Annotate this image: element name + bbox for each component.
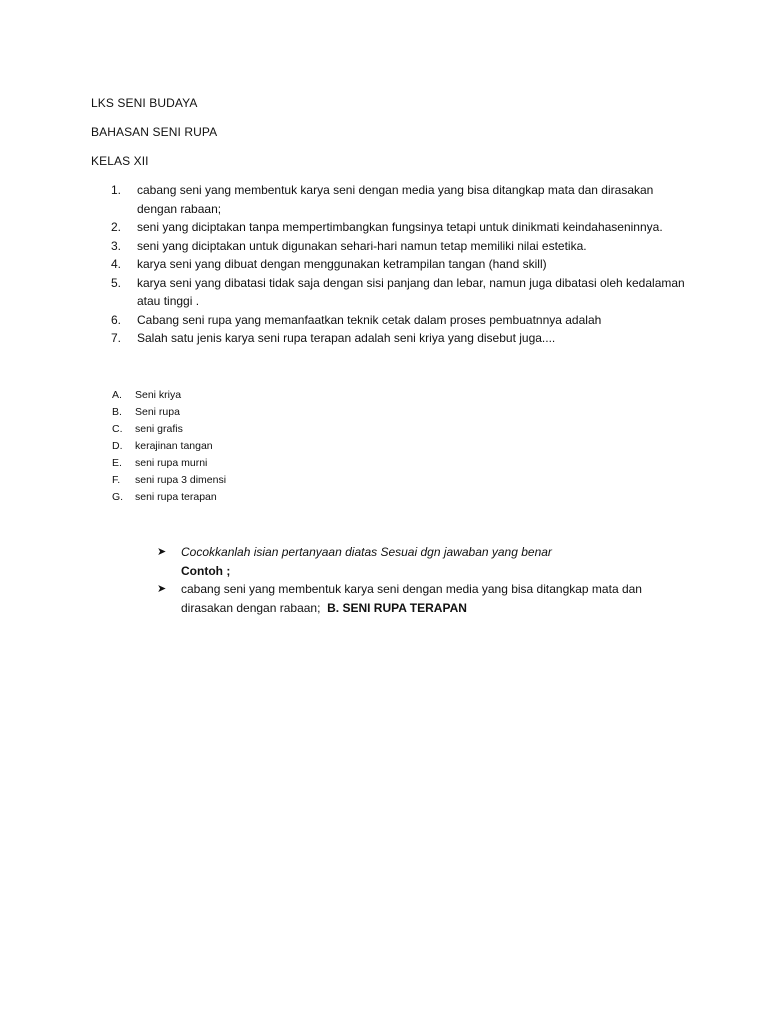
option-item [112, 472, 412, 489]
question-list [111, 181, 691, 348]
question-number: 4. [111, 257, 122, 271]
instruction-notes [157, 543, 697, 617]
question-number: 6. [111, 312, 122, 327]
doc-subject: BAHASAN SENI RUPA [91, 125, 218, 139]
question-number: 5. [111, 275, 122, 290]
doc-class: KELAS XII [91, 154, 149, 168]
question-number: 2. [111, 220, 122, 234]
option-letter: A. [112, 389, 122, 401]
option-text: seni rupa terapan [135, 491, 217, 503]
instruction-note [157, 543, 697, 580]
question-text: cabang seni yang membentuk karya seni dengan media yang bisa ditangkap mata dan dirasakan dengan rabaan; [137, 183, 654, 216]
question-number: 3. [111, 238, 122, 253]
question-number: 7. [111, 331, 122, 345]
question-item [111, 274, 691, 311]
option-item [112, 387, 412, 404]
option-item [112, 438, 412, 455]
example-note [157, 580, 697, 617]
option-item [112, 421, 412, 438]
question-item [111, 218, 691, 237]
question-text: Cabang seni rupa yang memanfaatkan teknik cetak dalam proses pembuatnnya adalah [137, 312, 602, 327]
question-text: Salah satu jenis karya seni rupa terapan adalah seni kriya yang disebut juga.... [137, 331, 556, 345]
doc-title: LKS SENI BUDAYA [91, 96, 198, 110]
option-text: Seni kriya [135, 389, 182, 401]
arrow-bullet-icon: ➤ [157, 583, 167, 595]
option-letter: B. [112, 406, 122, 418]
option-text: seni rupa 3 dimensi [135, 474, 227, 486]
option-letter: C. [112, 423, 123, 435]
arrow-bullet-icon: ➤ [157, 546, 167, 558]
question-item [111, 237, 691, 256]
option-text: Seni rupa [135, 406, 180, 418]
option-item [112, 404, 412, 421]
question-item [111, 329, 691, 348]
example-text: cabang seni yang membentuk karya seni dengan media yang bisa ditangkap mata dan dirasakan dengan rabaan; [181, 582, 642, 615]
answer-options [112, 387, 412, 506]
option-letter: E. [112, 457, 122, 469]
example-answer: B. SENI RUPA TERAPAN [327, 600, 467, 615]
option-text: kerajinan tangan [135, 440, 213, 452]
option-letter: G. [112, 491, 124, 503]
question-text: karya seni yang dibatasi tidak saja dengan sisi panjang dan lebar, namun juga dibatasi oleh kedalaman atau tinggi . [137, 275, 685, 308]
option-text: seni grafis [135, 423, 183, 435]
question-item [111, 311, 691, 330]
option-item [112, 489, 412, 506]
question-text: karya seni yang dibuat dengan menggunakan ketrampilan tangan (hand skill) [137, 257, 547, 271]
example-label: Contoh ; [181, 563, 231, 578]
question-number: 1. [111, 183, 122, 197]
option-item [112, 455, 412, 472]
question-text: seni yang diciptakan untuk digunakan sehari-hari namun tetap memiliki nilai estetika. [137, 238, 587, 253]
option-text: seni rupa murni [135, 457, 208, 469]
question-text: seni yang diciptakan tanpa mempertimbangkan fungsinya tetapi untuk dinikmati keindahaseninnya. [137, 220, 663, 234]
option-letter: F. [112, 474, 121, 486]
question-item [111, 255, 691, 274]
instruction-text: Cocokkanlah isian pertanyaan diatas Sesuai dgn jawaban yang benar [181, 545, 552, 559]
question-item [111, 181, 691, 218]
option-letter: D. [112, 440, 123, 452]
